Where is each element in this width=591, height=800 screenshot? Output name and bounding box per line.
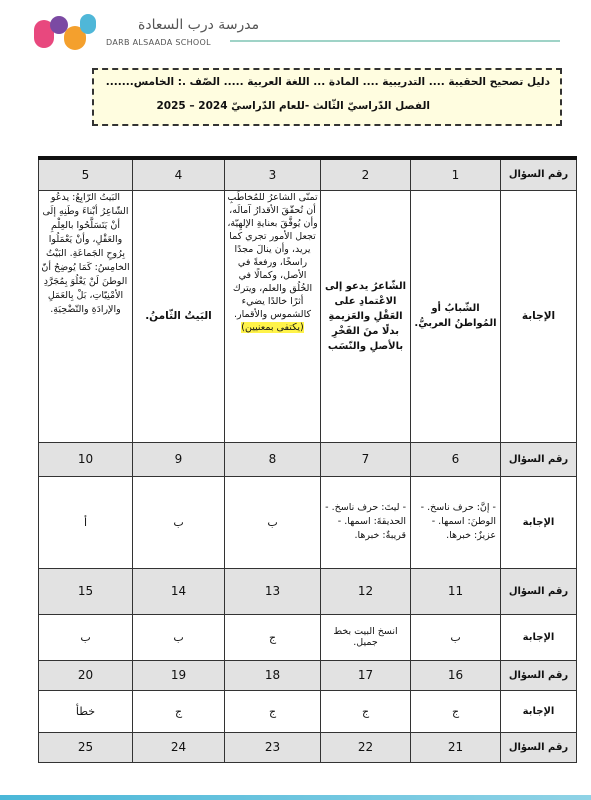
answer-cell: ب	[225, 476, 321, 568]
answer-cell: ج	[225, 614, 321, 660]
question-number: 8	[225, 442, 321, 476]
question-number: 5	[39, 158, 133, 190]
school-logo	[34, 14, 260, 52]
answer-cell: خطأ	[39, 690, 133, 732]
title-box	[92, 68, 562, 126]
logo-mark-icon	[34, 14, 98, 52]
table-row	[39, 732, 577, 762]
school-name-english: DARB ALSAADA SCHOOL	[106, 38, 211, 47]
answer-cell: أ	[39, 476, 133, 568]
answer-cell: البَيتُ الرّابِعُ: يدعُو الشّاعِرُ أبْناءَ وطَنِهِ إلَى أنْ يَتَسَلَّحُوا بالعِلْمِ والعَقْلِ، وأنْ يَعْمَلُوا بِرُوحِ الجَماعَةِ. البَيْتُ الخامِسُ: كَمَا يُوضِحُ أنّ الوطنَ لَنْ يَعْلُوَ بِمُجَرَّدِ الأمْنِيّاتِ، بَلْ بِالعَمَلِ والإرادَةِ والتّضْحِيَةِ.	[39, 190, 133, 442]
answer-label: الإجابة	[501, 690, 577, 732]
question-number: 9	[133, 442, 225, 476]
answer-text: تمنّى الشاعرُ للمُخاطَبِ أن تُحقّقَ الأقدارُ آمالَه، وأن يُوفَّقَ بعنايةِ الإلهِيّة، تجعل الأمور تجري كما يريد، وأن ينالَ مجدًا راسخًا، ورفعةً في الأصل، وكمالًا في الخُلُق والعلم، ويترك أثرًا خالدًا يضيء كالشموس والأقمار.	[227, 191, 318, 320]
bottom-accent-bar	[0, 795, 591, 800]
question-number: 23	[225, 732, 321, 762]
question-number: 14	[133, 568, 225, 614]
question-number: 12	[321, 568, 411, 614]
question-number-label: رقم السؤال	[501, 732, 577, 762]
question-number: 19	[133, 660, 225, 690]
answer-cell: ج	[321, 690, 411, 732]
question-number-label: رقم السؤال	[501, 568, 577, 614]
question-number-label: رقم السؤال	[501, 158, 577, 190]
question-number: 21	[411, 732, 501, 762]
question-number: 6	[411, 442, 501, 476]
answer-cell: ب	[133, 614, 225, 660]
answer-cell: - ليتَ: حرف ناسخ. - الحديقةَ: اسمها. - قريبةٌ: خبرها.	[321, 476, 411, 568]
answer-cell: انسخ البيت بخط جميل.	[321, 614, 411, 660]
answer-label: الإجابة	[501, 476, 577, 568]
question-number: 18	[225, 660, 321, 690]
answer-cell: البَيتُ الثّامنُ.	[133, 190, 225, 442]
question-number: 20	[39, 660, 133, 690]
answer-key-table	[38, 156, 577, 763]
question-number-label: رقم السؤال	[501, 660, 577, 690]
table-row	[39, 476, 577, 568]
answer-cell	[225, 190, 321, 442]
table-row	[39, 660, 577, 690]
answer-cell: الشّاعرُ يدعو إلى الاعْتمادِ على العَقْلِ والعَزيمةِ بدلًا منَ الفَخْرِ بالأصلِ والنّسَب	[321, 190, 411, 442]
question-number: 16	[411, 660, 501, 690]
answer-cell: الشّبابُ أو المُواطنُ العربيُّ.	[411, 190, 501, 442]
table-row	[39, 190, 577, 442]
table-row	[39, 158, 577, 190]
title-line-1: دليل تصحيح الحقيبة .... التدريبية .... المادة ... اللغة العربية ..... الصّف .: الخامس.......	[105, 76, 550, 88]
question-number: 22	[321, 732, 411, 762]
grading-note: (يكتفى بمعنيين)	[241, 321, 304, 333]
question-number-label: رقم السؤال	[501, 442, 577, 476]
table-row	[39, 442, 577, 476]
header-divider	[230, 40, 560, 42]
answer-label: الإجابة	[501, 614, 577, 660]
answer-cell: ب	[133, 476, 225, 568]
question-number: 15	[39, 568, 133, 614]
answer-cell: ب	[411, 614, 501, 660]
question-number: 25	[39, 732, 133, 762]
answer-cell: ج	[225, 690, 321, 732]
answer-cell: - إنَّ: حرف ناسخ. - الوطنَ: اسمها. - عزيزٌ: خبرها.	[411, 476, 501, 568]
question-number: 7	[321, 442, 411, 476]
question-number: 1	[411, 158, 501, 190]
table-row	[39, 614, 577, 660]
table-row	[39, 568, 577, 614]
school-name-arabic: مدرسة درب السعادة	[138, 17, 260, 33]
question-number: 13	[225, 568, 321, 614]
question-number: 3	[225, 158, 321, 190]
question-number: 17	[321, 660, 411, 690]
question-number: 4	[133, 158, 225, 190]
question-number: 2	[321, 158, 411, 190]
answer-label: الإجابة	[501, 190, 577, 442]
question-number: 10	[39, 442, 133, 476]
question-number: 11	[411, 568, 501, 614]
question-number: 24	[133, 732, 225, 762]
answer-cell: ج	[133, 690, 225, 732]
answer-cell: ب	[39, 614, 133, 660]
answer-cell: ج	[411, 690, 501, 732]
table-row	[39, 690, 577, 732]
title-line-2: الفصل الدّراسيّ الثّالث -للعام الدّراسيّ 2024 – 2025	[156, 100, 430, 112]
